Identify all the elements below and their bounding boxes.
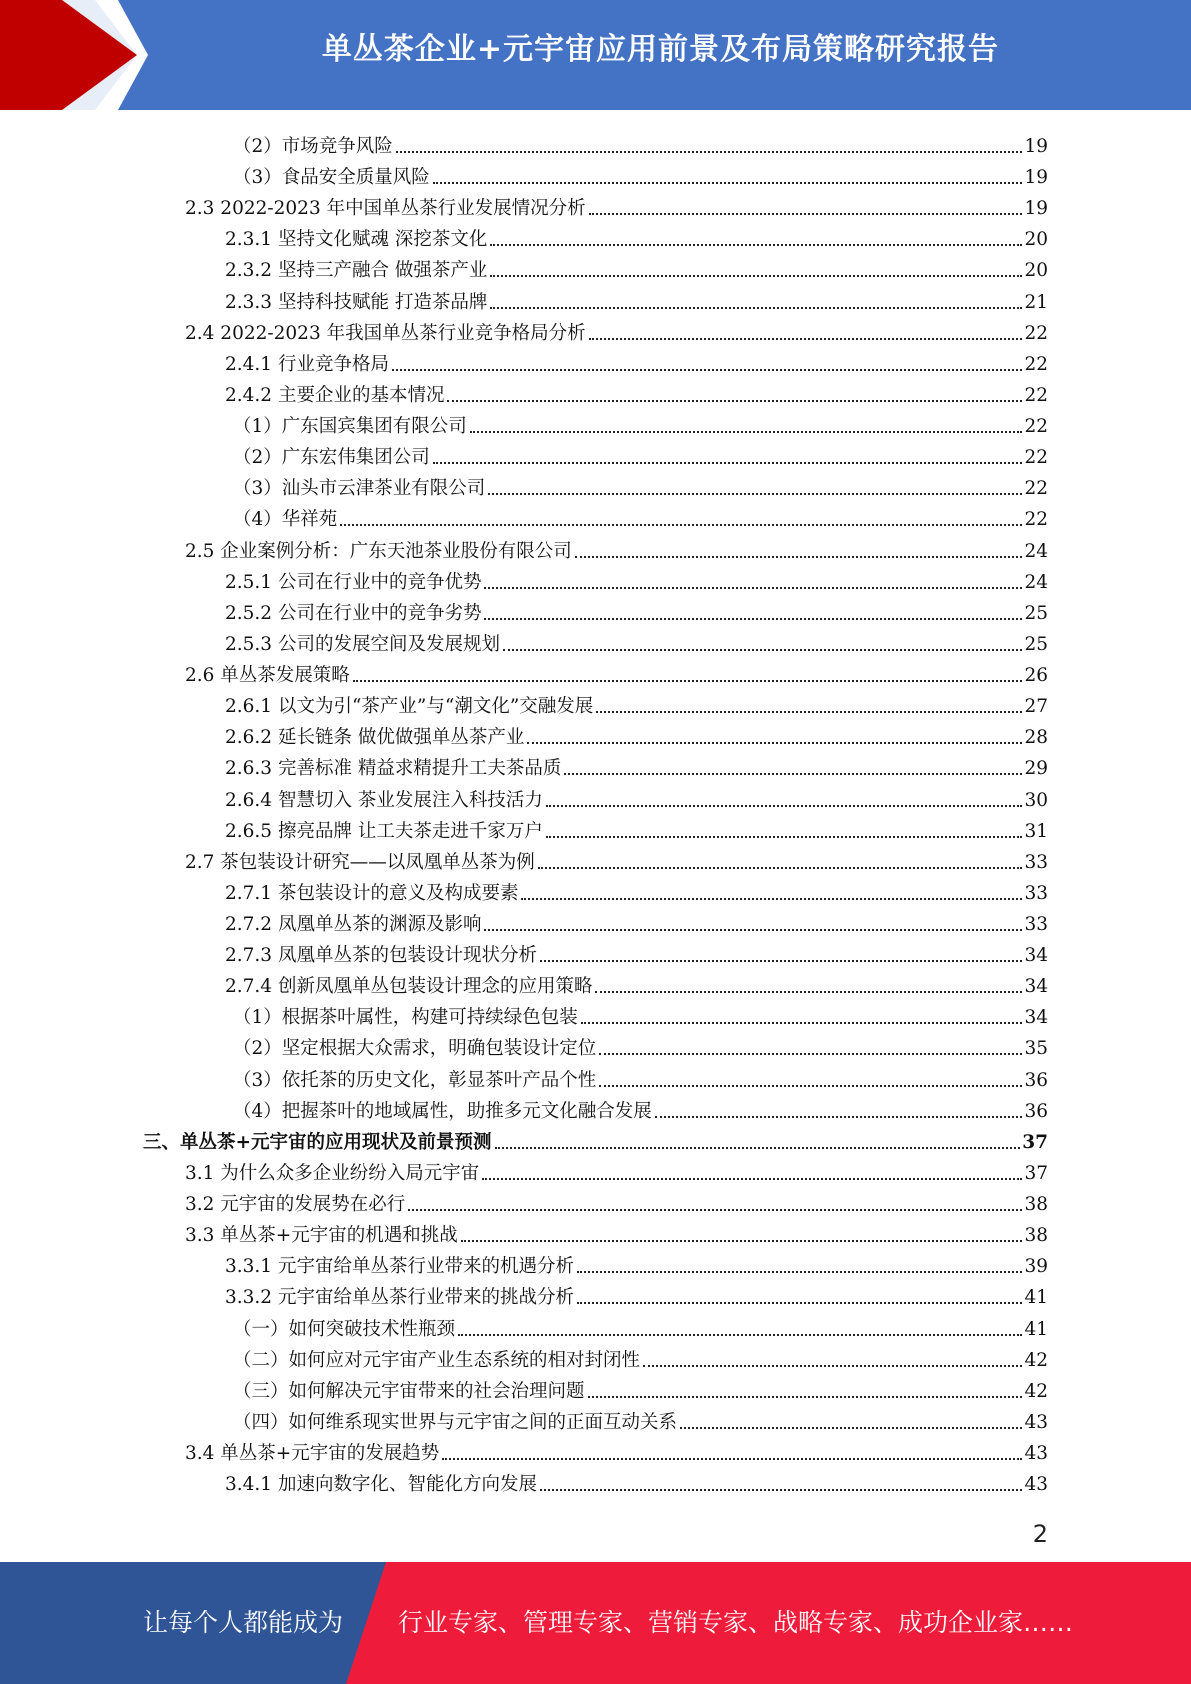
toc-entry[interactable] bbox=[185, 1434, 1048, 1465]
toc-entry-title: 2.7 茶包装设计研究——以凤凰单丛茶为例 bbox=[185, 851, 535, 873]
footer-slogan-right: 行业专家、管理专家、营销专家、战略专家、成功企业家…… bbox=[398, 1608, 1074, 1637]
toc-entry-title: 3.4 单丛茶+元宇宙的发展趋势 bbox=[185, 1443, 440, 1465]
toc-entry-title: （四）如何维系现实世界与元宇宙之间的正面互动关系 bbox=[233, 1411, 678, 1433]
toc-entry-page: 33 bbox=[1024, 851, 1048, 873]
toc-entry-page: 38 bbox=[1024, 1194, 1048, 1216]
toc-leader-dots bbox=[490, 244, 1022, 246]
toc-entry-page: 29 bbox=[1024, 758, 1048, 780]
toc-entry[interactable] bbox=[185, 532, 1048, 563]
toc-entry-page: 22 bbox=[1024, 509, 1048, 531]
toc-leader-dots bbox=[461, 1240, 1023, 1242]
toc-entry[interactable] bbox=[225, 563, 1048, 594]
toc-entry-page: 22 bbox=[1024, 353, 1048, 375]
page-footer bbox=[0, 1562, 1191, 1684]
toc-entry-page: 42 bbox=[1024, 1380, 1048, 1402]
toc-entry[interactable] bbox=[233, 1092, 1048, 1123]
toc-entry-page: 35 bbox=[1024, 1038, 1048, 1060]
toc-entry-title: 2.3.2 坚持三产融合 做强茶产业 bbox=[225, 260, 488, 282]
toc-entry-title: （4）把握茶叶的地域属性，助推多元文化融合发展 bbox=[233, 1100, 652, 1122]
toc-entry-page: 19 bbox=[1024, 198, 1048, 220]
toc-entry[interactable] bbox=[185, 1216, 1048, 1247]
toc-entry-page: 34 bbox=[1024, 1007, 1048, 1029]
toc-entry-page: 30 bbox=[1024, 789, 1048, 811]
toc-entry-page: 20 bbox=[1024, 229, 1048, 251]
toc-entry-page: 43 bbox=[1024, 1411, 1048, 1433]
toc-leader-dots bbox=[396, 151, 1023, 153]
toc-leader-dots bbox=[540, 960, 1022, 962]
toc-entry[interactable] bbox=[225, 967, 1048, 998]
toc-entry-title: （2）坚定根据大众需求，明确包装设计定位 bbox=[233, 1038, 597, 1060]
toc-leader-dots bbox=[527, 742, 1022, 744]
toc-entry-title: （1）根据茶叶属性，构建可持续绿色包装 bbox=[233, 1007, 578, 1029]
toc-entry-title: 2.3 2022-2023 年中国单丛茶行业发展情况分析 bbox=[185, 198, 586, 220]
toc-entry-title: （一）如何突破技术性瓶颈 bbox=[233, 1318, 456, 1340]
toc-entry-page: 38 bbox=[1024, 1225, 1048, 1247]
toc-entry-title: 3.3 单丛茶+元宇宙的机遇和挑战 bbox=[185, 1225, 458, 1247]
toc-entry[interactable] bbox=[185, 189, 1048, 220]
toc-entry-title: 2.3.3 坚持科技赋能 打造茶品牌 bbox=[225, 291, 488, 313]
toc-entry-title: 3.4.1 加速向数字化、智能化方向发展 bbox=[225, 1474, 537, 1496]
toc-entry-title: 2.5.1 公司在行业中的竞争优势 bbox=[225, 571, 482, 593]
toc-entry[interactable] bbox=[225, 812, 1048, 843]
toc-entry[interactable] bbox=[233, 158, 1048, 189]
toc-entry-title: 2.6.2 延长链条 做优做强单丛茶产业 bbox=[225, 727, 525, 749]
toc-entry-page: 37 bbox=[1022, 1131, 1048, 1153]
toc-entry[interactable] bbox=[233, 407, 1048, 438]
toc-leader-dots bbox=[599, 1053, 1022, 1055]
toc-entry[interactable] bbox=[225, 718, 1048, 749]
report-title: 单丛茶企业+元宇宙应用前景及布局策略研究报告 bbox=[321, 32, 1000, 67]
toc-entry-page: 25 bbox=[1024, 633, 1048, 655]
toc-leader-dots bbox=[353, 680, 1023, 682]
toc-leader-dots bbox=[503, 649, 1022, 651]
toc-leader-dots bbox=[577, 1302, 1022, 1304]
toc-entry-title: （3）依托茶的历史文化，彰显茶叶产品个性 bbox=[233, 1069, 597, 1091]
toc-leader-dots bbox=[643, 1365, 1022, 1367]
toc-entry[interactable] bbox=[225, 376, 1048, 407]
toc-entry-title: （2）市场竞争风险 bbox=[233, 136, 393, 157]
toc-entry[interactable] bbox=[233, 1403, 1048, 1434]
toc-entry[interactable] bbox=[225, 625, 1048, 656]
toc-leader-dots bbox=[490, 275, 1022, 277]
toc-leader-dots bbox=[589, 213, 1023, 215]
toc-entry-title: 2.7.3 凤凰单丛茶的包装设计现状分析 bbox=[225, 945, 537, 967]
toc-entry[interactable] bbox=[185, 1154, 1048, 1185]
toc-entry-page: 39 bbox=[1024, 1256, 1048, 1278]
toc-entry-title: 2.6.1 以文为引“茶产业”与“潮文化”交融发展 bbox=[225, 696, 594, 718]
toc-entry[interactable] bbox=[185, 314, 1048, 345]
toc-entry[interactable] bbox=[225, 905, 1048, 936]
toc-entry-title: （3）食品安全质量风险 bbox=[233, 167, 430, 189]
toc-entry-page: 19 bbox=[1024, 136, 1048, 157]
toc-entry[interactable] bbox=[225, 220, 1048, 251]
toc-leader-dots bbox=[538, 867, 1023, 869]
toc-leader-dots bbox=[495, 1147, 1021, 1149]
toc-leader-dots bbox=[490, 307, 1022, 309]
toc-entry[interactable] bbox=[225, 874, 1048, 905]
toc-entry-page: 34 bbox=[1024, 945, 1048, 967]
toc-entry-title: 2.4.2 主要企业的基本情况 bbox=[225, 384, 445, 406]
toc-entry-title: （三）如何解决元宇宙带来的社会治理问题 bbox=[233, 1380, 585, 1402]
toc-leader-dots bbox=[577, 1271, 1022, 1273]
toc-entry-page: 26 bbox=[1024, 665, 1048, 687]
page-number: 2 bbox=[1032, 1520, 1048, 1548]
toc-entry-page: 41 bbox=[1024, 1287, 1048, 1309]
toc-entry[interactable] bbox=[233, 1061, 1048, 1092]
toc-entry[interactable] bbox=[185, 843, 1048, 874]
toc-leader-dots bbox=[599, 1085, 1022, 1087]
toc-entry-title: 2.5 企业案例分析：广东天池茶业股份有限公司 bbox=[185, 540, 572, 562]
toc-entry[interactable] bbox=[225, 345, 1048, 376]
toc-entry-page: 24 bbox=[1024, 540, 1048, 562]
toc-leader-dots bbox=[589, 338, 1023, 340]
toc-entry-title: （2）广东宏伟集团公司 bbox=[233, 447, 430, 469]
toc-leader-dots bbox=[595, 991, 1022, 993]
toc-entry-title: （二）如何应对元宇宙产业生态系统的相对封闭性 bbox=[233, 1349, 641, 1371]
toc-entry[interactable] bbox=[185, 656, 1048, 687]
toc-leader-dots bbox=[433, 182, 1023, 184]
toc-entry-page: 33 bbox=[1024, 882, 1048, 904]
toc-leader-dots bbox=[540, 1489, 1022, 1491]
toc-entry-title: 2.7.2 凤凰单丛茶的渊源及影响 bbox=[225, 914, 482, 935]
toc-leader-dots bbox=[392, 369, 1022, 371]
toc-entry-title: 2.5.3 公司的发展空间及发展规划 bbox=[225, 633, 500, 655]
toc-entry[interactable] bbox=[225, 1465, 1048, 1496]
toc-entry[interactable] bbox=[225, 283, 1048, 314]
toc-entry[interactable] bbox=[225, 936, 1048, 967]
toc-entry-page: 43 bbox=[1024, 1443, 1048, 1465]
toc-entry[interactable] bbox=[233, 438, 1048, 469]
toc-entry[interactable] bbox=[233, 127, 1048, 158]
toc-entry-page: 27 bbox=[1024, 696, 1048, 718]
toc-entry-title: 2.6.5 擦亮品牌 让工夫茶走进千家万户 bbox=[225, 820, 543, 842]
toc-leader-dots bbox=[442, 1458, 1022, 1460]
toc-entry[interactable] bbox=[143, 1123, 1048, 1154]
toc-leader-dots bbox=[484, 618, 1022, 620]
toc-leader-dots bbox=[433, 462, 1023, 464]
toc-entry[interactable] bbox=[225, 749, 1048, 780]
toc-entry[interactable] bbox=[225, 687, 1048, 718]
toc-entry-page: 22 bbox=[1024, 384, 1048, 406]
toc-leader-dots bbox=[458, 1334, 1022, 1336]
toc-entry-page: 24 bbox=[1024, 571, 1048, 593]
toc-entry-title: 2.4.1 行业竞争格局 bbox=[225, 353, 389, 375]
toc-entry-title: （3）汕头市云津茶业有限公司 bbox=[233, 478, 486, 500]
toc-entry-title: 2.5.2 公司在行业中的竞争劣势 bbox=[225, 602, 482, 624]
toc-leader-dots bbox=[588, 1396, 1023, 1398]
toc-entry[interactable] bbox=[233, 1341, 1048, 1372]
toc-entry[interactable] bbox=[225, 781, 1048, 812]
footer-slogan-left: 让每个人都能成为 bbox=[143, 1608, 344, 1637]
page-header bbox=[0, 0, 1191, 110]
toc-entry-page: 33 bbox=[1024, 914, 1048, 935]
toc-entry-page: 22 bbox=[1024, 322, 1048, 344]
toc-entry[interactable] bbox=[225, 1278, 1048, 1309]
toc-entry-page: 37 bbox=[1024, 1162, 1048, 1184]
toc-entry-page: 43 bbox=[1024, 1474, 1048, 1496]
toc-entry-page: 31 bbox=[1024, 820, 1048, 842]
toc-leader-dots bbox=[546, 836, 1023, 838]
toc-leader-dots bbox=[447, 400, 1022, 402]
toc-entry[interactable] bbox=[233, 1029, 1048, 1060]
toc-entry-title: 2.6.3 完善标准 精益求精提升工夫茶品质 bbox=[225, 758, 562, 780]
toc-entry[interactable] bbox=[185, 1185, 1048, 1216]
toc-entry[interactable] bbox=[233, 469, 1048, 500]
toc-leader-dots bbox=[408, 1209, 1022, 1211]
toc-entry[interactable] bbox=[233, 1310, 1048, 1341]
toc-entry-title: 3.3.2 元宇宙给单丛茶行业带来的挑战分析 bbox=[225, 1287, 574, 1309]
toc-leader-dots bbox=[484, 929, 1022, 931]
toc-entry-title: 2.7.4 创新凤凰单丛包装设计理念的应用策略 bbox=[225, 976, 593, 998]
toc-entry[interactable] bbox=[225, 251, 1048, 282]
toc-entry[interactable] bbox=[233, 1372, 1048, 1403]
toc-entry-page: 22 bbox=[1024, 416, 1048, 438]
toc-entry-title: 2.4 2022-2023 年我国单丛茶行业竞争格局分析 bbox=[185, 322, 586, 344]
toc-entry-title: 三、单丛茶+元宇宙的应用现状及前景预测 bbox=[143, 1131, 492, 1153]
toc-leader-dots bbox=[655, 1116, 1023, 1118]
toc-leader-dots bbox=[470, 431, 1023, 433]
toc-leader-dots bbox=[581, 1022, 1023, 1024]
toc-entry-title: 3.3.1 元宇宙给单丛茶行业带来的机遇分析 bbox=[225, 1256, 574, 1278]
toc-entry-page: 42 bbox=[1024, 1349, 1048, 1371]
toc-leader-dots bbox=[340, 524, 1022, 526]
toc-entry[interactable] bbox=[225, 1247, 1048, 1278]
toc-entry-page: 25 bbox=[1024, 602, 1048, 624]
toc-leader-dots bbox=[680, 1427, 1022, 1429]
toc-entry-page: 22 bbox=[1024, 447, 1048, 469]
toc-entry-title: 2.6 单丛茶发展策略 bbox=[185, 665, 350, 687]
toc-entry-title: 3.2 元宇宙的发展势在必行 bbox=[185, 1194, 406, 1216]
toc-entry-page: 22 bbox=[1024, 478, 1048, 500]
toc-entry-page: 34 bbox=[1024, 976, 1048, 998]
toc-entry-page: 20 bbox=[1024, 260, 1048, 282]
toc-entry-page: 28 bbox=[1024, 727, 1048, 749]
toc-leader-dots bbox=[484, 587, 1022, 589]
toc-entry[interactable] bbox=[233, 500, 1048, 531]
toc-entry-title: 2.6.4 智慧切入 茶业发展注入科技活力 bbox=[225, 789, 543, 811]
toc-entry[interactable] bbox=[225, 594, 1048, 625]
toc-entry-title: 2.7.1 茶包装设计的意义及构成要素 bbox=[225, 882, 519, 904]
toc-entry-title: （4）华祥苑 bbox=[233, 509, 338, 531]
toc-entry-page: 21 bbox=[1024, 291, 1048, 313]
toc-leader-dots bbox=[575, 556, 1023, 558]
toc-entry-page: 41 bbox=[1024, 1318, 1048, 1340]
toc-entry-page: 36 bbox=[1024, 1100, 1048, 1122]
toc-leader-dots bbox=[482, 1178, 1022, 1180]
toc-entry-page: 19 bbox=[1024, 167, 1048, 189]
toc-entry-title: （1）广东国宾集团有限公司 bbox=[233, 416, 467, 438]
toc-leader-dots bbox=[596, 711, 1022, 713]
toc-entry-page: 36 bbox=[1024, 1069, 1048, 1091]
toc-leader-dots bbox=[521, 898, 1022, 900]
toc-entry-title: 3.1 为什么众多企业纷纷入局元宇宙 bbox=[185, 1162, 480, 1184]
toc-entry[interactable] bbox=[233, 998, 1048, 1029]
toc-entry-title: 2.3.1 坚持文化赋魂 深挖茶文化 bbox=[225, 229, 488, 251]
toc-leader-dots bbox=[564, 773, 1022, 775]
toc-leader-dots bbox=[546, 805, 1023, 807]
toc-leader-dots bbox=[488, 493, 1022, 495]
